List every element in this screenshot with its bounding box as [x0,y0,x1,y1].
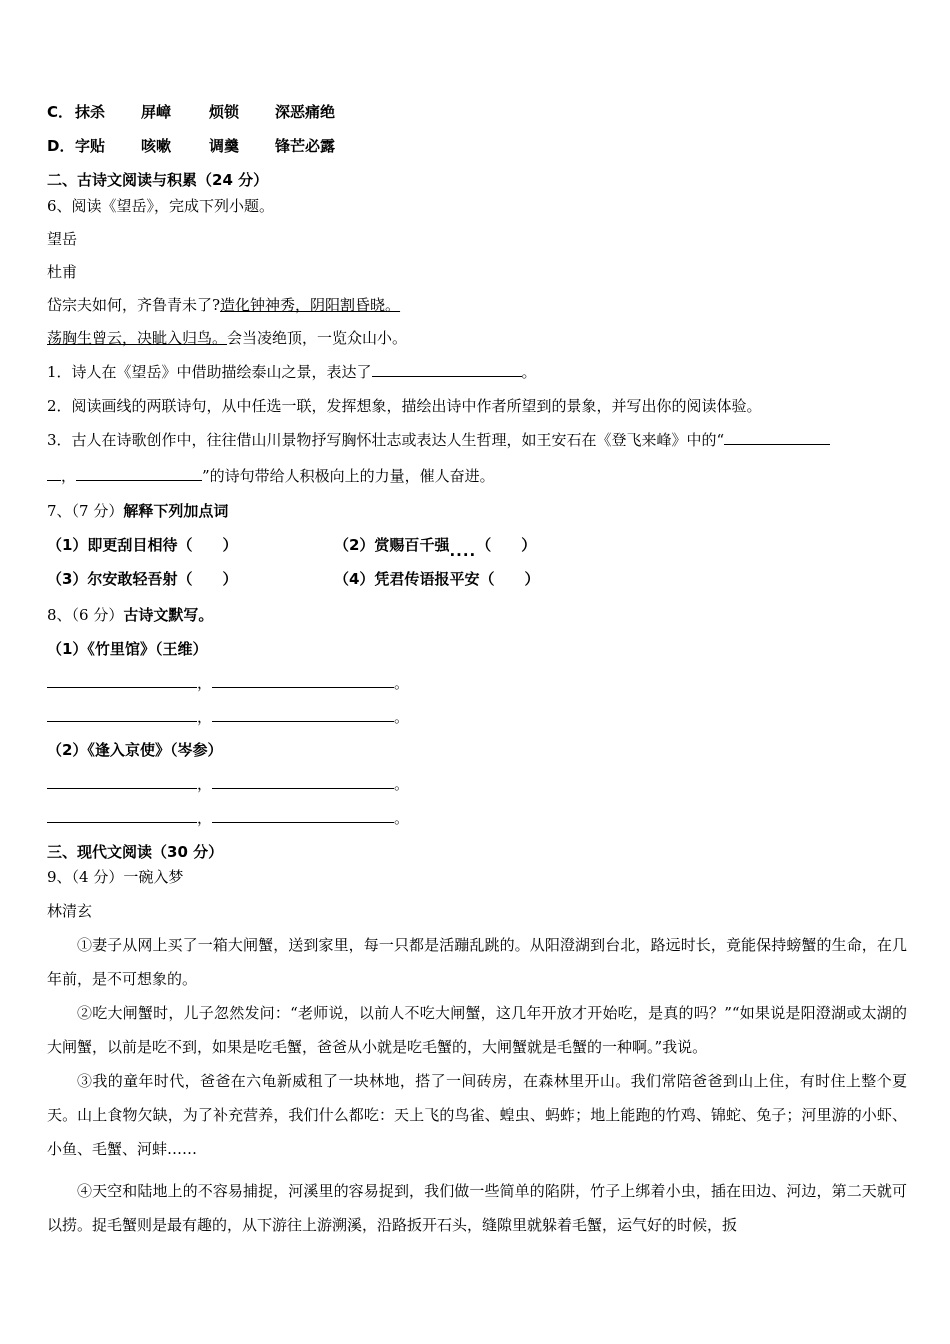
option-c [47,102,335,122]
poem-title: 望岳 [47,230,78,248]
option-c-word-3: 烦锁 [209,103,240,121]
q7-item-2 [334,535,537,560]
poem-line-1-underlined: 造化钟神秀，阴阳割昏晓。 [220,296,401,314]
q8-number: 8、（6 分） [47,606,124,624]
q8-part-2: （2）《逢入京使》（岑参） [47,741,223,759]
poem-line-2 [47,328,407,348]
q6-sub3-line-1 [47,430,830,450]
answer-blank[interactable] [47,466,61,481]
option-d-word-1: 字贴 [75,137,106,155]
q7-heading [47,501,228,521]
q8-answer-row [47,774,409,794]
period: 。 [394,809,410,827]
article-paragraph-2: ②吃大闸蟹时，儿子忽然发问：“老师说，以前人不吃大闸蟹，这几年开放才开始吃，是真的吗？”“如果说是阳澄湖或太湖的大闸蟹，以前是吃不到，如果是吃毛蟹，爸爸从小就是吃毛蟹的，大闸蟹就是毛蟹的一种啊。”我说。 [47,1004,907,1056]
option-d-word-3: 调羹 [209,137,240,155]
q7-item-2-dots: .... [449,542,477,560]
period: 。 [394,775,410,793]
comma: ， [197,809,213,827]
article-paragraph-3: ③我的童年时代，爸爸在六龟新威租了一块林地，搭了一间砖房，在森林里开山。我们常陪爸爸到山上住，有时住上整个夏天。山上食物欠缺，为了补充营养，我们什么都吃：天上飞的鸟雀、蝗虫、蚂蚱；地上能跑的竹鸡、锦蛇、兔子；河里游的小虾、小鱼、毛蟹、河蚌…… [47,1072,907,1158]
q7-item-4: （4）凭君传语报平安（ ） [334,570,540,588]
answer-blank[interactable] [76,466,202,481]
article-author: 林清玄 [47,902,93,920]
poem-line-2-plain: 会当凌绝顶，一览众山小。 [227,329,408,347]
q6-sub3-line-2 [47,466,495,486]
poem-author: 杜甫 [47,263,78,281]
q6-sub1-end: 。 [521,363,537,381]
comma: ， [197,674,213,692]
answer-blank[interactable] [212,707,394,722]
q6-sub3-end: ”的诗句带给人积极向上的力量，催人奋进。 [202,467,495,485]
period: 。 [394,674,410,692]
q8-title: 古诗文默写。 [123,606,214,624]
q7-item-3: （3）尔安敢轻吾射（ ） [47,570,238,588]
q8-answer-row [47,808,409,828]
q7-number: 7、（7 分） [47,502,124,520]
q8-answer-row [47,707,409,727]
option-d-letter: D． [47,137,75,155]
q9-intro: 9、（4 分）一碗入梦 [47,868,184,886]
answer-blank[interactable] [47,808,197,823]
option-c-word-1: 抹杀 [75,103,106,121]
q6-sub1-text: 1．诗人在《望岳》中借助描绘泰山之景，表达了 [47,363,372,381]
q7-item-2-paren: （ ） [476,536,537,554]
section-2-heading: 二、古诗文阅读与积累（24 分） [47,171,269,189]
section-3-heading: 三、现代文阅读（30 分） [47,843,224,861]
q7-item-2-text: （2）赏赐百千强 [334,536,450,554]
q8-answer-row [47,673,409,693]
q6-sub3-text: 3．古人在诗歌创作中，往往借山川景物抒写胸怀壮志或表达人生哲理，如王安石在《登飞来峰》中的“ [47,431,725,449]
option-d [47,136,335,156]
answer-blank[interactable] [212,808,394,823]
comma: ， [197,708,213,726]
period: 。 [394,708,410,726]
q6-intro: 6、阅读《望岳》，完成下列小题。 [47,197,275,215]
poem-line-1 [47,295,400,315]
q7-item-1: （1）即更刮目相待（ ） [47,536,238,554]
option-c-letter: C． [47,103,74,121]
answer-blank[interactable] [47,774,197,789]
poem-line-2-underlined: 荡胸生曾云，决眦入归鸟。 [47,329,228,347]
article-paragraph-4: ④天空和陆地上的不容易捕捉，河溪里的容易捉到，我们做一些简单的陷阱，竹子上绑着小虫，插在田边、河边，第二天就可以捞。捉毛蟹则是最有趣的，从下游往上游溯溪，沿路扳开石头，缝隙里就躲着毛蟹，运气好的时候，扳 [47,1182,907,1234]
answer-blank[interactable] [372,362,522,377]
option-d-word-4: 锋芒必露 [275,137,336,155]
q8-heading [47,605,213,625]
answer-blank[interactable] [47,673,197,688]
q8-part-1: （1）《竹里馆》（王维） [47,640,208,658]
q6-sub2: 2．阅读画线的两联诗句，从中任选一联，发挥想象，描绘出诗中作者所望到的景象，并写出你的阅读体验。 [47,397,762,415]
answer-blank[interactable] [212,673,394,688]
q7-title: 解释下列加点词 [123,502,229,520]
option-c-word-4: 深恶痛绝 [275,103,336,121]
answer-blank[interactable] [212,774,394,789]
q6-sub1 [47,362,537,382]
answer-blank[interactable] [724,430,830,445]
article-paragraph-1: ①妻子从网上买了一箱大闸蟹，送到家里，每一只都是活蹦乱跳的。从阳澄湖到台北，路远时长，竟能保持螃蟹的生命，在几年前，是不可想象的。 [47,936,907,988]
comma: ， [197,775,213,793]
answer-blank[interactable] [47,707,197,722]
option-d-word-2: 咳嗽 [141,137,172,155]
option-c-word-2: 屏嶂 [141,103,172,121]
poem-line-1-plain: 岱宗夫如何，齐鲁青未了? [47,296,221,314]
q6-sub3-comma: ， [61,467,77,485]
